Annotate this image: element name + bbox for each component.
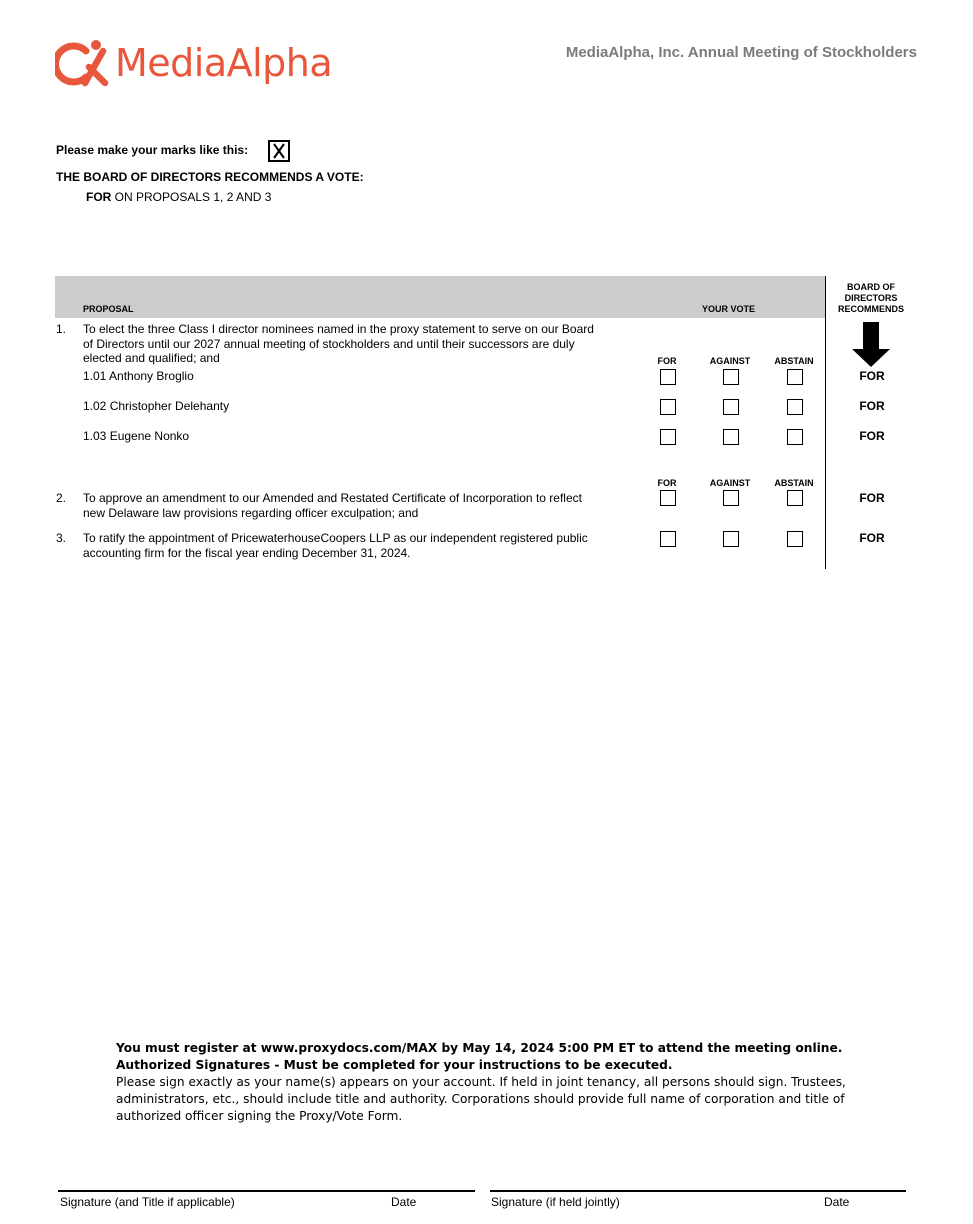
board-recommendation: FOR [859,429,885,443]
date-label: Date [824,1195,850,1209]
board-recommendation: FOR [859,369,885,383]
sample-mark-box [268,140,290,162]
proposal-number: 2. [56,491,67,505]
board-recommendation-detail [86,190,271,204]
vote-header-against: AGAINST [709,478,751,488]
checkbox-against-2[interactable] [723,490,739,506]
board-header-line: DIRECTORS [844,293,898,303]
checkbox-abstain-3[interactable] [787,531,803,547]
checkbox-against-1-01[interactable] [723,369,739,385]
board-recommendation: FOR [859,399,885,413]
meeting-title: MediaAlpha, Inc. Annual Meeting of Stockholders [565,44,917,61]
register-notice: You must register at www.proxydocs.com/MAX by May 14, 2024 5:00 PM ET to attend the meeting online. [116,1041,843,1055]
column-header-proposal: PROPOSAL [83,304,134,314]
vote-header-abstain: ABSTAIN [774,478,814,488]
checkbox-against-1-02[interactable] [723,399,739,415]
proposal-text-line: To elect the three Class I director nominees named in the proxy statement to serve on our Board [83,322,594,336]
vote-header-abstain: ABSTAIN [774,356,814,366]
checkbox-abstain-2[interactable] [787,490,803,506]
proposal-text-line: elected and qualified; and [83,351,220,365]
logo-wordmark: MediaAlpha [115,41,333,85]
board-recommendation-heading: THE BOARD OF DIRECTORS RECOMMENDS A VOTE: [56,170,364,184]
x-mark-icon [272,143,286,159]
for-label: FOR [86,190,112,204]
proposal-text [83,531,588,560]
checkbox-against-3[interactable] [723,531,739,547]
checkbox-for-1-03[interactable] [660,429,676,445]
signature-label: Signature (and Title if applicable) [60,1195,235,1209]
company-logo [55,37,332,89]
proposal-text [83,491,582,520]
nominee-label: 1.03 Eugene Nonko [83,429,190,443]
signature-line-2[interactable] [490,1190,906,1192]
down-arrow-icon [851,322,891,373]
board-header-line: BOARD OF [847,282,895,292]
date-label: Date [391,1195,417,1209]
proposal-text-line: new Delaware law provisions regarding officer exculpation; and [83,505,419,520]
checkbox-for-1-01[interactable] [660,369,676,385]
checkbox-abstain-1-03[interactable] [787,429,803,445]
proposal-text-line: of Directors until our 2027 annual meeting of stockholders and until their successors are duly [83,336,575,351]
column-divider [825,276,826,569]
joint-signature-label: Signature (if held jointly) [491,1195,620,1209]
column-header-your-vote: YOUR VOTE [702,304,756,314]
signing-instructions-line: Please sign exactly as your name(s) appears on your account. If held in joint tenancy, all persons should sign. Trustees, [116,1075,846,1089]
checkbox-abstain-1-02[interactable] [787,399,803,415]
signature-line-1[interactable] [58,1190,475,1192]
vote-header-for: FOR [657,356,677,366]
board-recommendation: FOR [859,491,885,505]
proposal-text-line: accounting firm for the fiscal year ending December 31, 2024. [83,545,411,560]
column-header-board-recommends [826,282,916,315]
proposal-text-line: To approve an amendment to our Amended and Restated Certificate of Incorporation to reflect [83,491,582,505]
proposal-number: 3. [56,531,67,545]
checkbox-against-1-03[interactable] [723,429,739,445]
vote-header-against: AGAINST [709,356,751,366]
checkbox-for-3[interactable] [660,531,676,547]
proposal-number: 1. [56,322,67,336]
proposal-text-line: To ratify the appointment of PricewaterhouseCoopers LLP as our independent registered public [83,531,588,545]
proposal-text [83,322,594,366]
board-header-line: RECOMMENDS [837,304,904,314]
nominee-label: 1.02 Christopher Delehanty [83,399,230,413]
footer-instructions [116,1040,856,1125]
mediaalpha-logo-icon [55,37,111,89]
checkbox-for-1-02[interactable] [660,399,676,415]
checkbox-abstain-1-01[interactable] [787,369,803,385]
signing-instructions-line: authorized officer signing the Proxy/Vote Form. [116,1109,403,1123]
nominee-label: 1.01 Anthony Broglio [83,369,194,383]
checkbox-for-2[interactable] [660,490,676,506]
board-recommendation: FOR [859,531,885,545]
vote-header-for: FOR [657,478,677,488]
authorized-signatures-heading: Authorized Signatures - Must be completed for your instructions to be executed. [116,1058,673,1072]
marks-instruction: Please make your marks like this: [56,143,249,157]
proposals-label: ON PROPOSALS 1, 2 AND 3 [111,190,272,204]
signing-instructions-line: administrators, etc., should include title and authority. Corporations should provide full name of corporation and title of [116,1092,845,1106]
